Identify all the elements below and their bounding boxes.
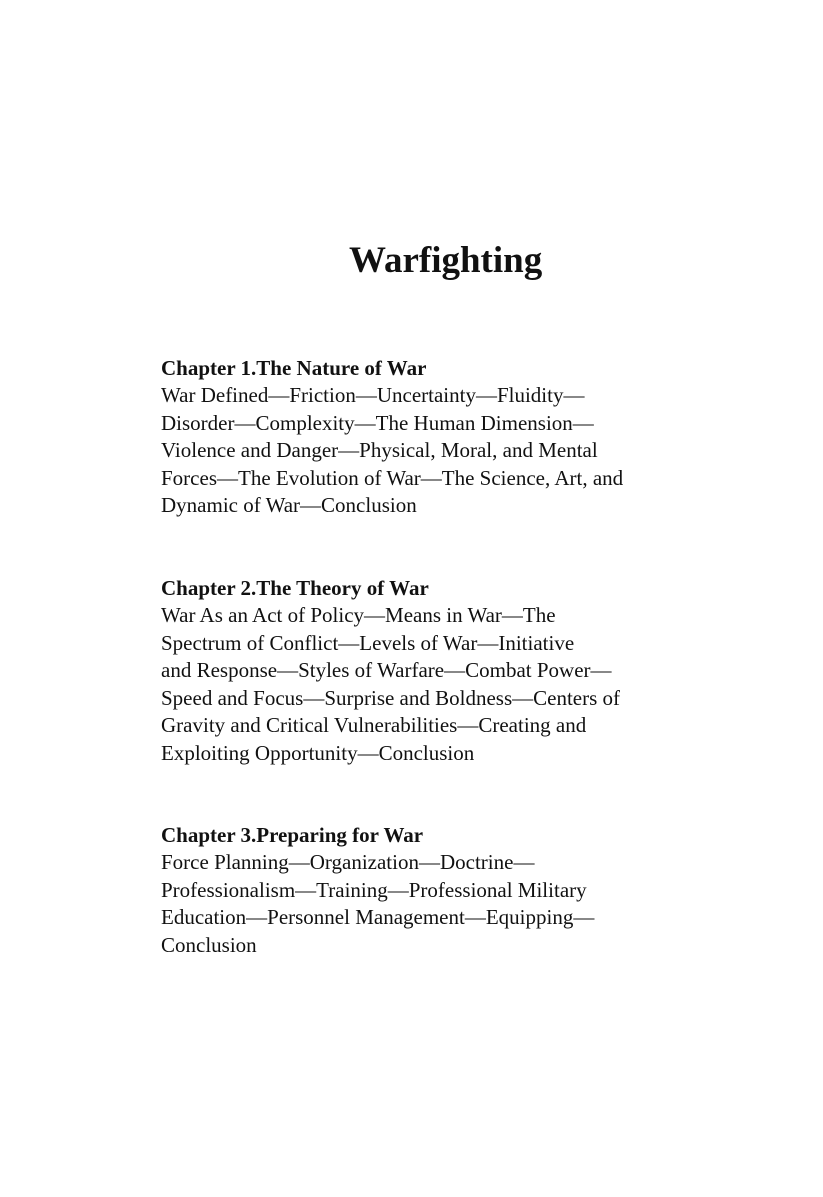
chapter-3-line-1: Force Planning—Organization—Doctrine— — [161, 850, 535, 874]
chapter-3-line-4: Conclusion — [161, 932, 257, 957]
chapter-1-number: Chapter 1. — [161, 356, 257, 380]
chapter-2-line-1: War As an Act of Policy—Means in War—The — [161, 603, 556, 627]
chapter-3-name: Preparing for War — [256, 823, 424, 847]
chapter-3-number: Chapter 3. — [161, 823, 257, 847]
chapter-1-line-2: Disorder—Complexity—The Human Dimension— — [161, 410, 594, 435]
chapter-3-line-2: Professionalism—Training—Professional Military — [161, 877, 587, 902]
chapter-2-section — [161, 575, 721, 767]
chapter-3-line-3: Education—Personnel Management—Equipping— — [161, 905, 595, 929]
chapter-1-heading — [161, 355, 721, 382]
chapter-3-heading — [161, 822, 721, 849]
chapter-2-line-6: Exploiting Opportunity—Conclusion — [161, 740, 475, 765]
chapter-1-line-3: Violence and Danger—Physical, Moral, and Mental — [161, 438, 598, 462]
chapter-2-line-4: Speed and Focus—Surprise and Boldness—Centers of — [161, 685, 621, 710]
chapter-1-line-1: War Defined—Friction—Uncertainty—Fluidity— — [161, 383, 585, 407]
chapter-2-line-2: Spectrum of Conflict—Levels of War—Initiative — [161, 630, 575, 655]
chapter-1-line-4: Forces—The Evolution of War—The Science, Art, and — [161, 465, 624, 490]
chapter-1-name: The Nature of War — [256, 356, 427, 380]
chapter-1-section — [161, 355, 721, 520]
chapter-2-line-5: Gravity and Critical Vulnerabilities—Creating and — [161, 713, 587, 737]
chapter-2-name: The Theory of War — [256, 576, 429, 600]
chapter-2-line-3: and Response—Styles of Warfare—Combat Power— — [161, 658, 612, 682]
chapter-2-number: Chapter 2. — [161, 576, 257, 600]
chapter-3-section — [161, 822, 721, 959]
chapter-1-line-5: Dynamic of War—Conclusion — [161, 493, 417, 517]
page-title: Warfighting — [349, 240, 543, 281]
chapter-2-heading — [161, 575, 721, 602]
